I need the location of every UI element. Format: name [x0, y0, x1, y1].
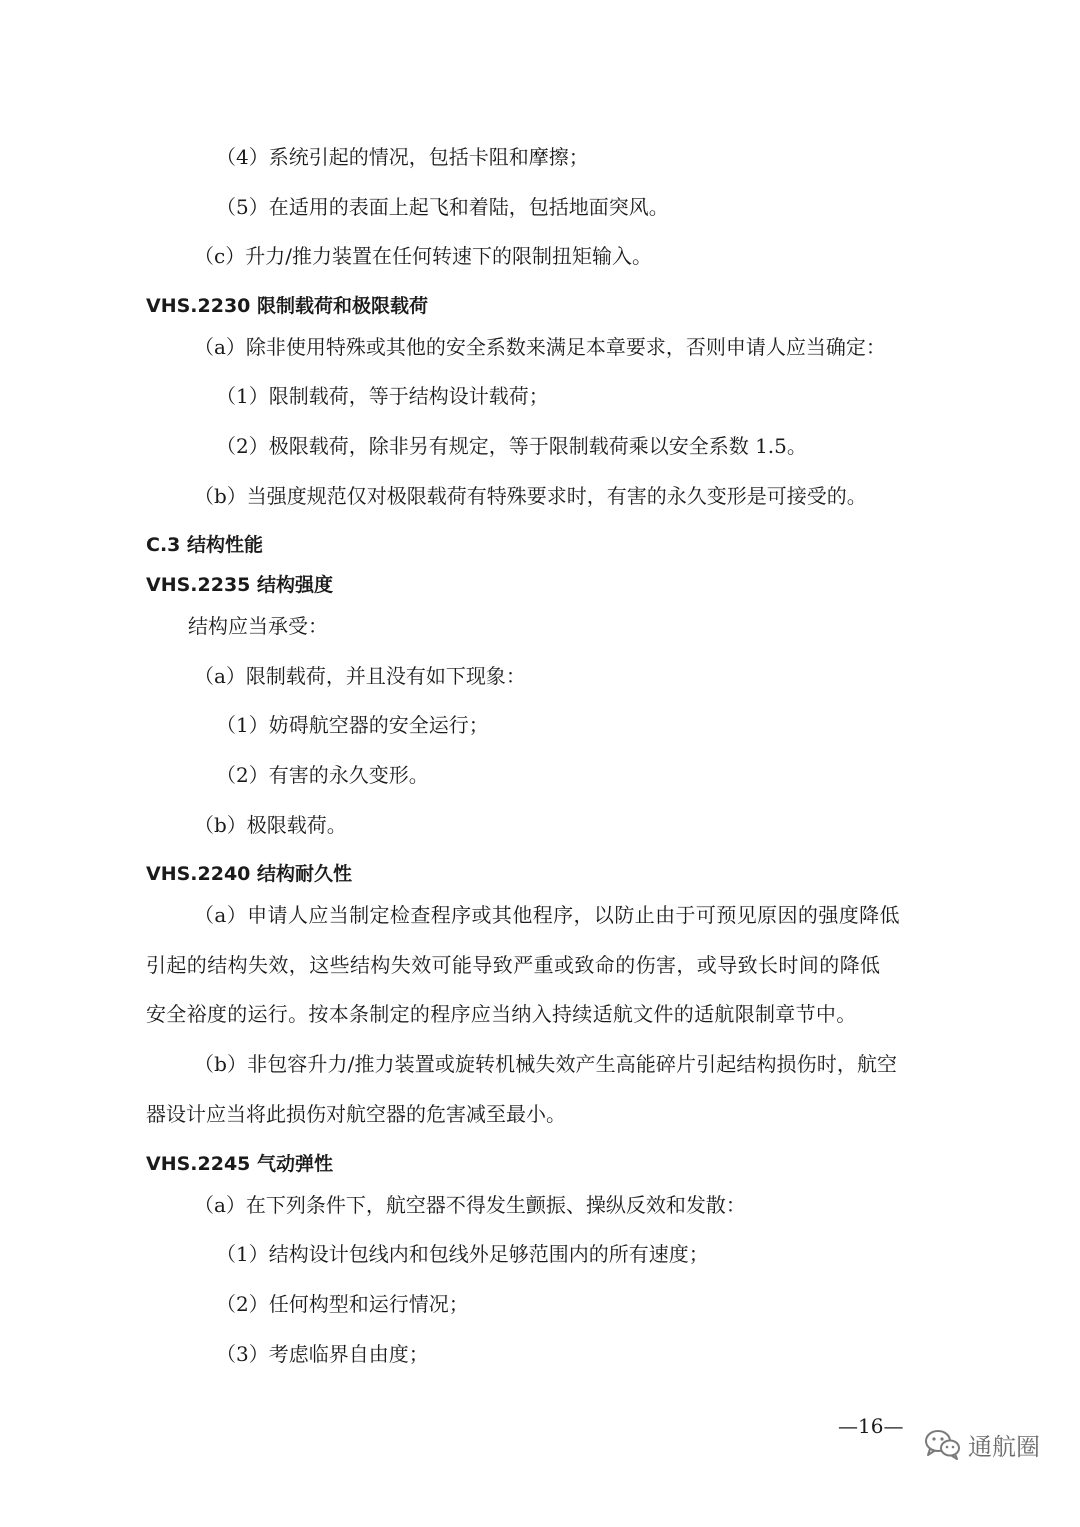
paragraph-intro: 结构应当承受： [188, 614, 328, 638]
paragraph-item-a-line-2: 引起的结构失效，这些结构失效可能导致严重或致命的伤害，或导致长时间的降低 [146, 953, 881, 977]
paragraph-item-2: （2）极限载荷，除非另有规定，等于限制载荷乘以安全系数 1.5。 [216, 434, 807, 458]
watermark-text: 通航圈 [968, 1432, 1040, 1461]
section-heading-vhs2245: VHS.2245 气动弹性 [146, 1153, 334, 1175]
wechat-icon [924, 1428, 962, 1460]
paragraph-item-a-line-3: 安全裕度的运行。按本条制定的程序应当纳入持续适航文件的适航限制章节中。 [146, 1002, 857, 1026]
section-heading-vhs2240: VHS.2240 结构耐久性 [146, 863, 353, 885]
paragraph-item-b-line-2: 器设计应当将此损伤对航空器的危害减至最小。 [146, 1102, 566, 1126]
section-heading-vhs2230: VHS.2230 限制载荷和极限载荷 [146, 295, 429, 317]
watermark [924, 1424, 1040, 1464]
paragraph-item-a: （a）除非使用特殊或其他的安全系数来满足本章要求，否则申请人应当确定： [194, 335, 886, 359]
paragraph-item-1: （1）结构设计包线内和包线外足够范围内的所有速度； [216, 1242, 709, 1266]
paragraph-item-a: （a）在下列条件下，航空器不得发生颤振、操纵反效和发散： [194, 1193, 746, 1217]
paragraph-item-b: （b）当强度规范仅对极限载荷有特殊要求时，有害的永久变形是可接受的。 [194, 484, 867, 508]
paragraph-item-5: （5）在适用的表面上起飞和着陆，包括地面突风。 [216, 195, 669, 219]
paragraph-item-a: （a）限制载荷，并且没有如下现象： [194, 664, 526, 688]
page-number: —16— [838, 1414, 904, 1438]
paragraph-item-1: （1）限制载荷，等于结构设计载荷； [216, 384, 549, 408]
paragraph-item-2: （2）有害的永久变形。 [216, 763, 429, 787]
chapter-heading-c3: C.3 结构性能 [146, 534, 263, 556]
paragraph-item-2: （2）任何构型和运行情况； [216, 1292, 469, 1316]
paragraph-item-4: （4）系统引起的情况，包括卡阻和摩擦； [216, 145, 589, 169]
paragraph-item-1: （1）妨碍航空器的安全运行； [216, 713, 489, 737]
paragraph-item-3: （3）考虑临界自由度； [216, 1342, 429, 1366]
paragraph-item-a-line-1: （a）申请人应当制定检查程序或其他程序，以防止由于可预见原因的强度降低 [194, 903, 900, 927]
paragraph-item-c: （c）升力/推力装置在任何转速下的限制扭矩输入。 [194, 244, 652, 268]
paragraph-item-b: （b）极限载荷。 [194, 813, 347, 837]
paragraph-item-b-line-1: （b）非包容升力/推力装置或旋转机械失效产生高能碎片引起结构损伤时，航空 [194, 1052, 898, 1076]
section-heading-vhs2235: VHS.2235 结构强度 [146, 574, 334, 596]
